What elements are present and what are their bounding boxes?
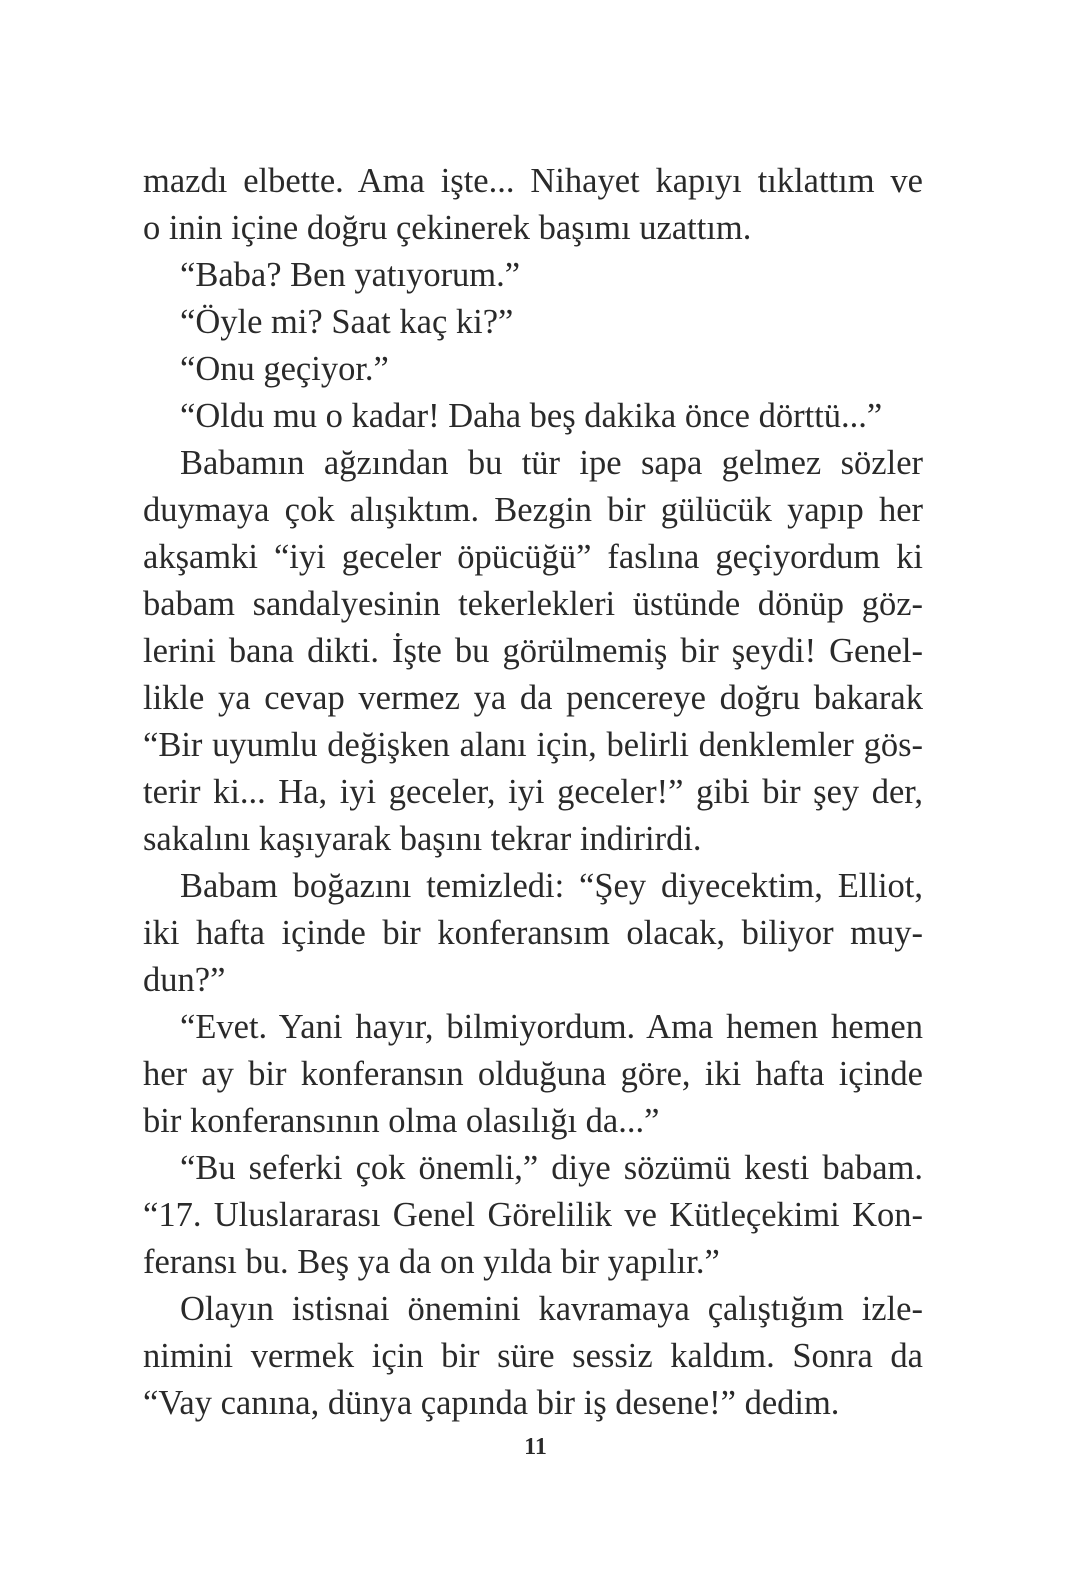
text-line: “Bu seferki çok önemli,” diye sözümü kesti babam. xyxy=(180,1149,923,1187)
text-line: nimini vermek için bir süre sessiz kaldım. Sonra da xyxy=(143,1337,923,1375)
text-line: “Evet. Yani hayır, bilmiyordum. Ama hemen hemen xyxy=(180,1008,923,1046)
text-line: babam sandalyesinin tekerlekleri üstünde dönüp göz- xyxy=(143,585,923,623)
text-line: o inin içine doğru çekinerek başımı uzattım. xyxy=(143,209,752,247)
text-line: mazdı elbette. Ama işte... Nihayet kapıyı tıklattım ve xyxy=(143,162,923,200)
text-line: “Bir uyumlu değişken alanı için, belirli denklemler gös- xyxy=(143,726,923,764)
text-line: “Onu geçiyor.” xyxy=(180,350,389,388)
text-line: feransı bu. Beş ya da on yılda bir yapılır.” xyxy=(143,1243,720,1281)
text-line: Olayın istisnai önemini kavramaya çalıştığım izle- xyxy=(180,1290,923,1328)
text-line: “Öyle mi? Saat kaç ki?” xyxy=(180,303,514,341)
text-line: “17. Uluslararası Genel Görelilik ve Kütleçekimi Kon- xyxy=(143,1196,923,1234)
text-line: terir ki... Ha, iyi geceler, iyi geceler!” gibi bir şey der, xyxy=(143,773,923,811)
body-text xyxy=(143,158,923,1427)
text-line: dun?” xyxy=(143,961,226,999)
text-line: sakalını kaşıyarak başını tekrar indirirdi. xyxy=(143,820,702,858)
text-line: bir konferansının olma olasılığı da...” xyxy=(143,1102,660,1140)
text-line: Babam boğazını temizledi: “Şey diyecektim, Elliot, xyxy=(180,867,923,905)
text-line: Babamın ağzından bu tür ipe sapa gelmez sözler xyxy=(180,444,923,482)
text-line: duymaya çok alışıktım. Bezgin bir gülücük yapıp her xyxy=(143,491,923,529)
text-line: likle ya cevap vermez ya da pencereye doğru bakarak xyxy=(143,679,923,717)
page-number: 11 xyxy=(524,1434,547,1460)
text-line: “Oldu mu o kadar! Daha beş dakika önce dörttü...” xyxy=(180,397,883,435)
text-line: “Baba? Ben yatıyorum.” xyxy=(180,256,521,294)
text-line: her ay bir konferansın olduğuna göre, iki hafta içinde xyxy=(143,1055,923,1093)
text-line: iki hafta içinde bir konferansım olacak, biliyor muy- xyxy=(143,914,923,952)
text-line: “Vay canına, dünya çapında bir iş desene!” dedim. xyxy=(143,1384,840,1422)
text-line: akşamki “iyi geceler öpücüğü” faslına geçiyordum ki xyxy=(143,538,923,576)
text-line: lerini bana dikti. İşte bu görülmemiş bir şeydi! Genel- xyxy=(143,632,923,670)
